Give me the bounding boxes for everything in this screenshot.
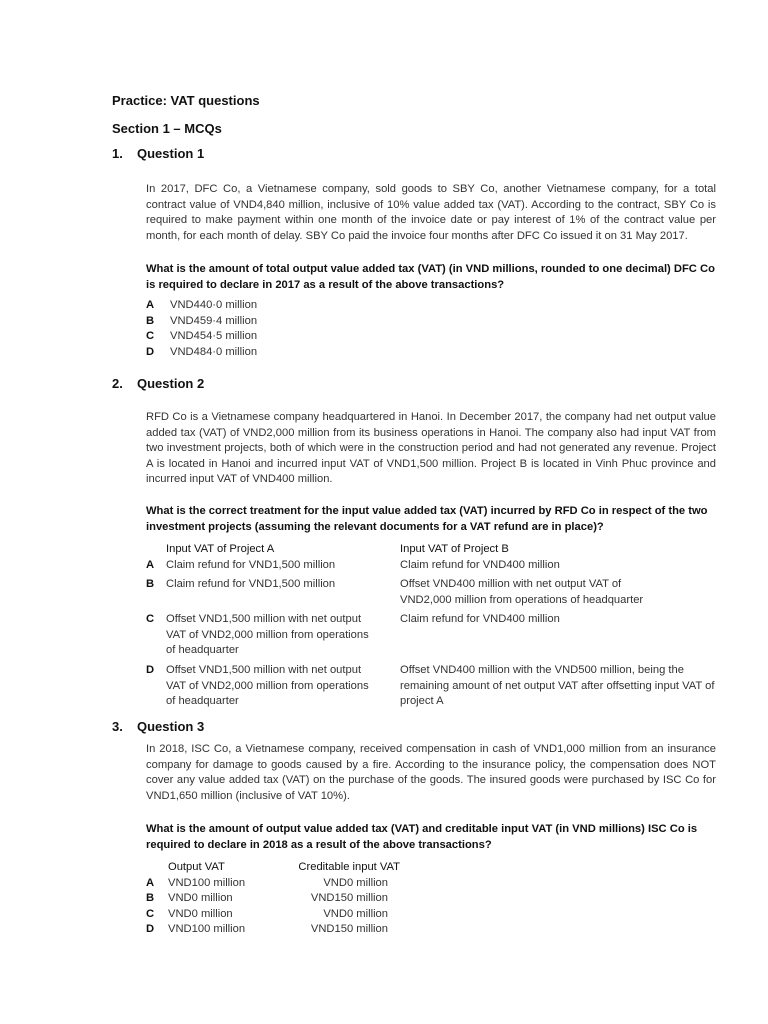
q1-option-c[interactable]	[146, 329, 346, 345]
option-text: VND484·0 million	[170, 346, 258, 358]
q2-col-b-header: Input VAT of Project B	[400, 543, 509, 555]
q3-paragraph: In 2018, ISC Co, a Vietnamese company, received compensation in cash of VND1,000 million from an insurance company for damage to goods caused by a fire. According to the insurance policy, the compensation does NOT cover any value added tax (VAT) on the purchase of the goods. The insured goods were purchased by ISC Co for VND1,650 million (inclusive of VAT 10%).	[146, 743, 716, 802]
option-letter: C	[146, 908, 155, 920]
option-b-text: Claim refund for VND400 million	[400, 559, 560, 571]
option-letter: C	[146, 613, 155, 625]
option-b-text: Offset VND400 million with the VND500 million, being the remaining amount of net output VAT after offsetting input VAT of project A	[400, 664, 715, 707]
q2-question: What is the correct treatment for the input value added tax (VAT) incurred by RFD Co in respect of the two investment projects (assuming the relevant documents for a VAT refund are in place)?	[146, 505, 708, 533]
option-a-text: Claim refund for VND1,500 million	[166, 559, 336, 571]
q1-number: 1.	[112, 146, 123, 161]
section-heading: Section 1 – MCQs	[112, 121, 222, 136]
q2-number: 2.	[112, 376, 123, 391]
option-a-text: VND100 million	[168, 877, 246, 889]
option-a-text: VND0 million	[168, 892, 233, 904]
q3-question: What is the amount of output value added tax (VAT) and creditable input VAT (in VND millions) ISC Co is required to declare in 2018 as a result of the above transactions?	[146, 823, 698, 851]
option-a-text: VND100 million	[168, 923, 246, 935]
q1-heading: Question 1	[137, 146, 205, 161]
q3-col-b-header: Creditable input VAT	[298, 861, 400, 873]
option-letter: A	[146, 559, 155, 571]
q3-col-a-header: Output VAT	[168, 861, 225, 873]
page-title: Practice: VAT questions	[112, 93, 260, 108]
option-letter: B	[146, 315, 155, 327]
option-a-text: Offset VND1,500 million with net output VAT of VND2,000 million from operations of headquarter	[166, 664, 369, 707]
q1-option-b[interactable]	[146, 314, 346, 330]
option-b-text: VND0 million	[323, 908, 388, 920]
option-letter: A	[146, 877, 155, 889]
option-b-text: VND150 million	[310, 892, 388, 904]
option-a-text: Offset VND1,500 million with net output VAT of VND2,000 million from operations of headquarter	[166, 613, 369, 656]
option-text: VND459·4 million	[170, 315, 258, 327]
q3-heading: Question 3	[137, 719, 205, 734]
q1-option-a[interactable]	[146, 298, 346, 314]
q3-number: 3.	[112, 719, 123, 734]
option-letter: B	[146, 578, 155, 590]
option-b-text: Claim refund for VND400 million	[400, 613, 560, 625]
option-b-text: Offset VND400 million with net output VAT of VND2,000 million from operations of headquarter	[400, 578, 644, 606]
q2-col-a-header: Input VAT of Project A	[166, 543, 275, 555]
q1-question: What is the amount of total output value added tax (VAT) (in VND millions, rounded to one decimal) DFC Co is required to declare in 2017 as a result of the above transactions?	[146, 263, 715, 291]
option-letter: D	[146, 664, 155, 676]
q2-heading: Question 2	[137, 376, 205, 391]
option-a-text: Claim refund for VND1,500 million	[166, 578, 336, 590]
option-b-text: VND150 million	[310, 923, 388, 935]
option-a-text: VND0 million	[168, 908, 233, 920]
option-letter: A	[146, 299, 155, 311]
option-b-text: VND0 million	[323, 877, 388, 889]
option-letter: B	[146, 892, 155, 904]
option-text: VND440·0 million	[170, 299, 258, 311]
option-letter: D	[146, 923, 155, 935]
q2-paragraph: RFD Co is a Vietnamese company headquartered in Hanoi. In December 2017, the company had net output value added tax (VAT) of VND2,000 million from its business operations in Hanoi. The company also had input VAT from two investment projects, both of which were in the construction period and had not generated any revenue. Project A is located in Hanoi and incurred input VAT of VND1,500 million. Project B is located in Vinh Phuc province and incurred input VAT of VND400 million.	[146, 411, 716, 485]
q1-option-d[interactable]	[146, 345, 346, 361]
option-letter: D	[146, 346, 155, 358]
option-text: VND454·5 million	[170, 330, 258, 342]
option-letter: C	[146, 330, 155, 342]
q1-paragraph: In 2017, DFC Co, a Vietnamese company, sold goods to SBY Co, another Vietnamese company, for a total contract value of VND4,840 million, inclusive of 10% value added tax (VAT). According to the contract, SBY Co is required to make payment within one month of the invoice date or pay interest of 1% of the contract value per month, for each month of delay. SBY Co paid the invoice four months after DFC Co issued it on 31 May 2017.	[146, 183, 716, 242]
